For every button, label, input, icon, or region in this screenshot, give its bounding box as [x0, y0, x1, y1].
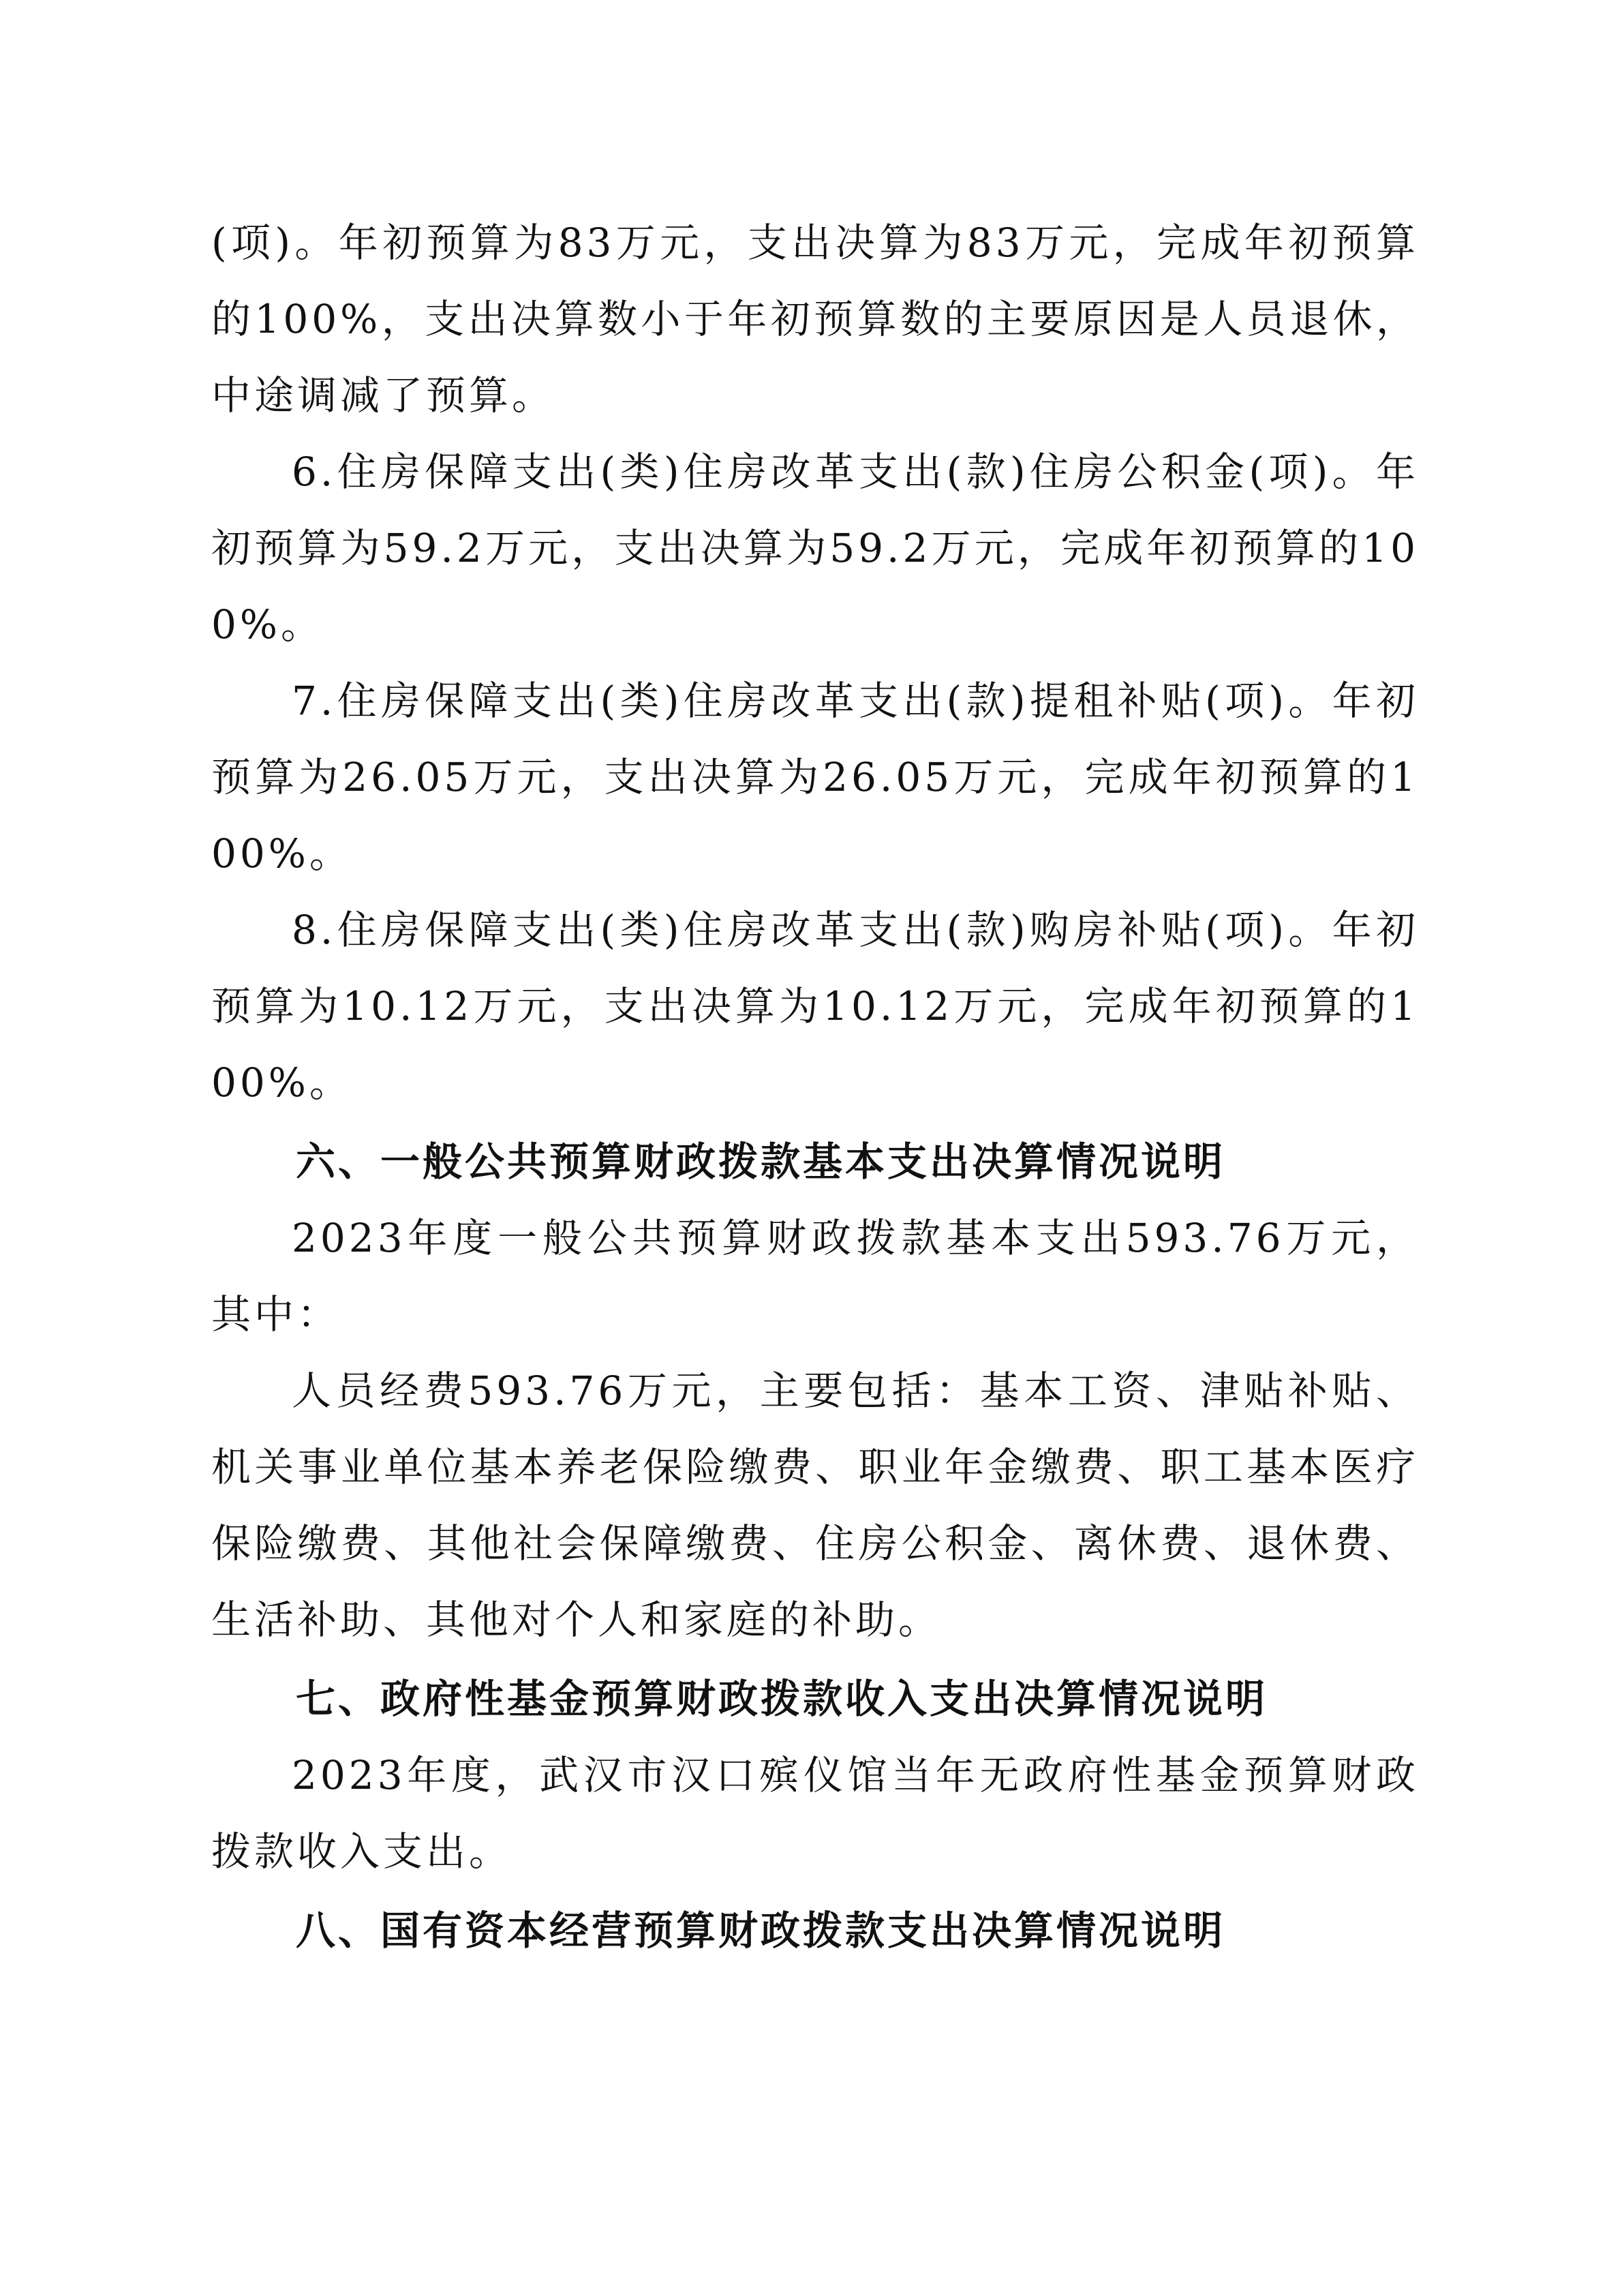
paragraph-item-6-housing-fund: 6.住房保障支出(类)住房改革支出(款)住房公积金(项)。年初预算为59.2万元，支出决算为59.2万元，完成年初预算的100%。 [211, 449, 1419, 648]
section-heading-6: 六、一般公共预算财政拨款基本支出决算情况说明 [296, 1138, 1226, 1185]
paragraph-government-fund: 2023年度，武汉市汉口殡仪馆当年无政府性基金预算财政拨款收入支出。 [211, 1752, 1419, 1875]
paragraph-personnel-expenses: 人员经费593.76万元，主要包括：基本工资、津贴补贴、机关事业单位基本养老保险缴费、职业年金缴费、职工基本医疗保险缴费、其他社会保障缴费、住房公积金、离休费、退休费、生活补助、其他对个人和家庭的补助。 [211, 1368, 1419, 1643]
section-heading-8: 八、国有资本经营预算财政拨款支出决算情况说明 [296, 1907, 1226, 1954]
section-heading-7: 七、政府性基金预算财政拨款收入支出决算情况说明 [296, 1676, 1268, 1722]
paragraph-item-8-housing-purchase-subsidy: 8.住房保障支出(类)住房改革支出(款)购房补贴(项)。年初预算为10.12万元，支出决算为10.12万元，完成年初预算的100%。 [211, 907, 1419, 1106]
paragraph-basic-expenditure-total: 2023年度一般公共预算财政拨款基本支出593.76万元，其中： [211, 1215, 1419, 1338]
paragraph-item-5-continued: (项)。年初预算为83万元，支出决算为83万元，完成年初预算的100%，支出决算数小于年初预算数的主要原因是人员退休，中途调减了预算。 [211, 220, 1419, 419]
document-page [211, 205, 1419, 1969]
paragraph-item-7-rent-subsidy: 7.住房保障支出(类)住房改革支出(款)提租补贴(项)。年初预算为26.05万元，支出决算为26.05万元，完成年初预算的100%。 [211, 678, 1419, 877]
